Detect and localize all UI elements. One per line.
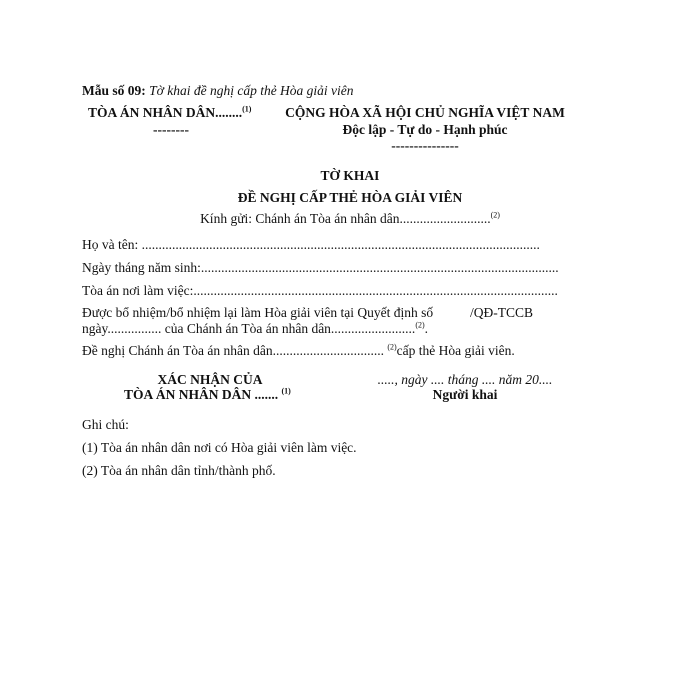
notes-heading: Ghi chú: <box>82 417 129 432</box>
request-text: Đề nghị Chánh án Tòa án nhân dân................................. <box>82 343 384 358</box>
declarant-label: Người khai <box>432 387 498 402</box>
request-end: cấp thẻ Hòa giải viên. <box>396 343 515 358</box>
court-name: TÒA ÁN NHÂN DÂN........ <box>88 105 243 120</box>
appointment-text: Được bổ nhiệm/bổ nhiệm lại làm Hòa giải viên tại Quyết định số <box>82 305 434 320</box>
page-subtitle: ĐỀ NGHỊ CẤP THẺ HÒA GIẢI VIÊN <box>237 190 463 205</box>
republic-name: CỘNG HÒA XÃ HỘI CHỦ NGHĨA VIỆT NAM <box>285 105 565 120</box>
request-line <box>82 343 515 359</box>
national-motto: Độc lập - Tự do - Hạnh phúc <box>342 122 508 137</box>
appointment-sup: (2) <box>415 320 425 330</box>
name-field: Họ và tên: ...................................................................................................................... <box>82 237 540 252</box>
court-dashes: -------- <box>153 122 189 137</box>
appointment-end: . <box>424 321 429 336</box>
court-header <box>88 105 251 121</box>
recipient-line <box>0 211 700 227</box>
form-number-label: Mẫu số 09: <box>82 83 146 98</box>
motto-dashes: --------------- <box>391 138 459 153</box>
form-number <box>82 83 354 99</box>
date-line: ....., ngày .... tháng .... năm 20.... <box>377 372 553 387</box>
confirm-court <box>124 387 291 403</box>
form-number-title: Tờ khai đề nghị cấp thẻ Hòa giải viên <box>149 83 354 98</box>
appointment-decision-code: /QĐ-TCCB <box>470 305 534 320</box>
note-2: (2) Tòa án nhân dân tỉnh/thành phố. <box>82 463 276 478</box>
request-sup: (2) <box>387 342 397 352</box>
recipient-sup: (2) <box>490 210 500 220</box>
appointment-line-2 <box>82 321 428 337</box>
appointment-line-1 <box>82 305 433 321</box>
recipient-text: Kính gửi: Chánh án Tòa án nhân dân........................... <box>200 211 491 226</box>
page-title: TỜ KHAI <box>320 168 380 183</box>
appointment-date: ngày................ của Chánh án Tòa án nhân dân......................... <box>82 321 416 336</box>
confirm-sup: (1) <box>281 386 291 396</box>
court-sup: (1) <box>242 104 252 114</box>
confirm-heading: XÁC NHẬN CỦA <box>157 372 263 387</box>
workplace-field: Tòa án nơi làm việc:............................................................................................................ <box>82 283 558 298</box>
note-1: (1) Tòa án nhân dân nơi có Hòa giải viên làm việc. <box>82 440 357 455</box>
dob-field: Ngày tháng năm sinh:.......................................................................................................... <box>82 260 559 275</box>
confirm-court-name: TÒA ÁN NHÂN DÂN ....... <box>124 387 279 402</box>
